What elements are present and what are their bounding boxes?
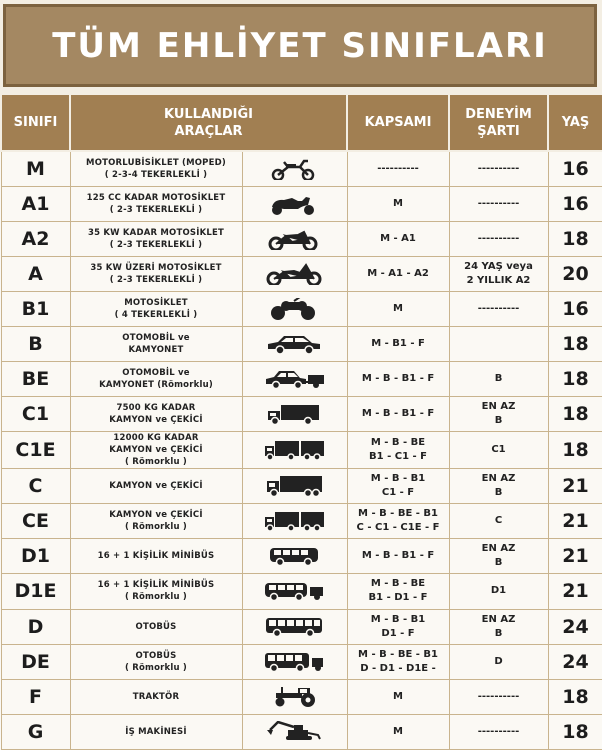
page-title: TÜM EHLİYET SINIFLARI — [52, 25, 548, 66]
minimum-age: 24 — [548, 609, 602, 644]
scope-value: M — [347, 714, 449, 749]
table-row — [1, 539, 602, 574]
license-class: D — [1, 609, 70, 644]
scope-value: M - B - BE - B1 C - C1 - C1E - F — [347, 504, 449, 539]
table-row — [1, 256, 602, 291]
experience-requirement: D1 — [449, 574, 548, 609]
experience-requirement: D — [449, 644, 548, 679]
minimum-age: 21 — [548, 539, 602, 574]
table-row — [1, 504, 602, 539]
vehicle-description: 7500 KG KADAR KAMYON ve ÇEKİCİ — [70, 397, 242, 432]
table-row — [1, 574, 602, 609]
car-icon — [264, 333, 326, 355]
minimum-age: 21 — [548, 574, 602, 609]
experience-requirement: ---------- — [449, 221, 548, 256]
scope-value: M - B - B1 - F — [347, 539, 449, 574]
scope-value: M — [347, 186, 449, 221]
table-row — [1, 432, 602, 469]
license-class: C1 — [1, 397, 70, 432]
bus-trailer-icon — [264, 651, 326, 673]
vehicle-description: İŞ MAKİNESİ — [70, 714, 242, 749]
minimum-age: 21 — [548, 504, 602, 539]
minimum-age: 21 — [548, 469, 602, 504]
vehicle-description: MOTORLUBİSİKLET (MOPED) ( 2-3-4 TEKERLEKLİ ) — [70, 151, 242, 186]
table-row — [1, 291, 602, 326]
scope-value: M - B - B1 C1 - F — [347, 469, 449, 504]
table-header-row — [1, 94, 602, 151]
license-class: A2 — [1, 221, 70, 256]
vehicle-description: OTOMOBİL ve KAMYONET — [70, 326, 242, 361]
license-class: D1E — [1, 574, 70, 609]
table-row — [1, 714, 602, 749]
minibus-trailer-icon — [264, 580, 326, 602]
scope-value: M - B - B1 - F — [347, 361, 449, 396]
license-class: A — [1, 256, 70, 291]
license-class: BE — [1, 361, 70, 396]
experience-requirement: EN AZ B — [449, 609, 548, 644]
header-scope: KAPSAMI — [347, 94, 449, 151]
motorcycle-icon — [264, 228, 326, 250]
moped-icon — [264, 158, 326, 180]
experience-requirement: EN AZ B — [449, 397, 548, 432]
vehicle-description: 16 + 1 KİŞİLİK MİNİBÜS ( Römorklu ) — [70, 574, 242, 609]
excavator-icon — [264, 721, 326, 743]
license-class: G — [1, 714, 70, 749]
experience-requirement: ---------- — [449, 151, 548, 186]
scope-value: M - B - BE B1 - D1 - F — [347, 574, 449, 609]
experience-requirement: B — [449, 361, 548, 396]
vehicle-description: OTOBÜS — [70, 609, 242, 644]
small-truck-icon — [264, 403, 326, 425]
table-row — [1, 679, 602, 714]
header-experience: DENEYİM ŞARTI — [449, 94, 548, 151]
bus-icon — [264, 616, 326, 638]
license-class: B — [1, 326, 70, 361]
atv-quad-icon — [264, 298, 326, 320]
license-class: C — [1, 469, 70, 504]
scope-value: M — [347, 291, 449, 326]
minimum-age: 18 — [548, 361, 602, 396]
minimum-age: 18 — [548, 679, 602, 714]
scope-value: M - A1 — [347, 221, 449, 256]
license-class: F — [1, 679, 70, 714]
scope-value: M - B - B1 D1 - F — [347, 609, 449, 644]
experience-requirement: ---------- — [449, 714, 548, 749]
minimum-age: 24 — [548, 644, 602, 679]
vehicle-description: OTOMOBİL ve KAMYONET (Römorklu) — [70, 361, 242, 396]
title-banner — [3, 4, 597, 87]
scooter-icon — [264, 193, 326, 215]
header-vehicles: KULLANDIĞI ARAÇLAR — [70, 94, 347, 151]
table-row — [1, 644, 602, 679]
license-class: C1E — [1, 432, 70, 469]
table-row — [1, 326, 602, 361]
experience-requirement: EN AZ B — [449, 539, 548, 574]
minimum-age: 18 — [548, 221, 602, 256]
table-row — [1, 221, 602, 256]
table-row — [1, 469, 602, 504]
vehicle-description: OTOBÜS ( Römorklu ) — [70, 644, 242, 679]
experience-requirement: C1 — [449, 432, 548, 469]
license-class: DE — [1, 644, 70, 679]
scope-value: M - B - BE B1 - C1 - F — [347, 432, 449, 469]
vehicle-description: 125 CC KADAR MOTOSİKLET ( 2-3 TEKERLEKLİ ) — [70, 186, 242, 221]
vehicle-description: TRAKTÖR — [70, 679, 242, 714]
minimum-age: 16 — [548, 291, 602, 326]
header-age: YAŞ — [548, 94, 602, 151]
experience-requirement: ---------- — [449, 679, 548, 714]
license-classes-table — [0, 93, 602, 750]
minimum-age: 20 — [548, 256, 602, 291]
license-class: M — [1, 151, 70, 186]
license-class: D1 — [1, 539, 70, 574]
experience-requirement — [449, 326, 548, 361]
vehicle-description: 16 + 1 KİŞİLİK MİNİBÜS — [70, 539, 242, 574]
table-row — [1, 361, 602, 396]
truck-trailer-icon — [264, 510, 326, 532]
car-trailer-icon — [264, 368, 326, 390]
vehicle-description: KAMYON ve ÇEKİCİ ( Römorklu ) — [70, 504, 242, 539]
vehicle-description: KAMYON ve ÇEKİCİ — [70, 469, 242, 504]
scope-value: M - A1 - A2 — [347, 256, 449, 291]
vehicle-description: 35 KW ÜZERİ MOTOSİKLET ( 2-3 TEKERLEKLİ ) — [70, 256, 242, 291]
minibus-icon — [264, 545, 326, 567]
minimum-age: 16 — [548, 186, 602, 221]
table-row — [1, 186, 602, 221]
scope-value: ---------- — [347, 151, 449, 186]
experience-requirement: ---------- — [449, 186, 548, 221]
experience-requirement: ---------- — [449, 291, 548, 326]
vehicle-description: 35 KW KADAR MOTOSİKLET ( 2-3 TEKERLEKLİ ) — [70, 221, 242, 256]
minimum-age: 18 — [548, 432, 602, 469]
header-class: SINIFI — [1, 94, 70, 151]
experience-requirement: C — [449, 504, 548, 539]
experience-requirement: 24 YAŞ veya 2 YILLIK A2 — [449, 256, 548, 291]
license-class: CE — [1, 504, 70, 539]
scope-value: M - B1 - F — [347, 326, 449, 361]
experience-requirement: EN AZ B — [449, 469, 548, 504]
vehicle-description: 12000 KG KADAR KAMYON ve ÇEKİCİ ( Römorklu ) — [70, 432, 242, 469]
chopper-motorcycle-icon — [264, 263, 326, 285]
scope-value: M — [347, 679, 449, 714]
vehicle-description: MOTOSİKLET ( 4 TEKERLEKLİ ) — [70, 291, 242, 326]
scope-value: M - B - B1 - F — [347, 397, 449, 432]
license-class: A1 — [1, 186, 70, 221]
license-class: B1 — [1, 291, 70, 326]
tractor-icon — [264, 686, 326, 708]
table-row — [1, 151, 602, 186]
minimum-age: 18 — [548, 714, 602, 749]
table-row — [1, 609, 602, 644]
minimum-age: 16 — [548, 151, 602, 186]
minimum-age: 18 — [548, 326, 602, 361]
truck-trailer-icon — [264, 439, 326, 461]
minimum-age: 18 — [548, 397, 602, 432]
scope-value: M - B - BE - B1 D - D1 - D1E - — [347, 644, 449, 679]
truck-icon — [264, 475, 326, 497]
table-row — [1, 397, 602, 432]
